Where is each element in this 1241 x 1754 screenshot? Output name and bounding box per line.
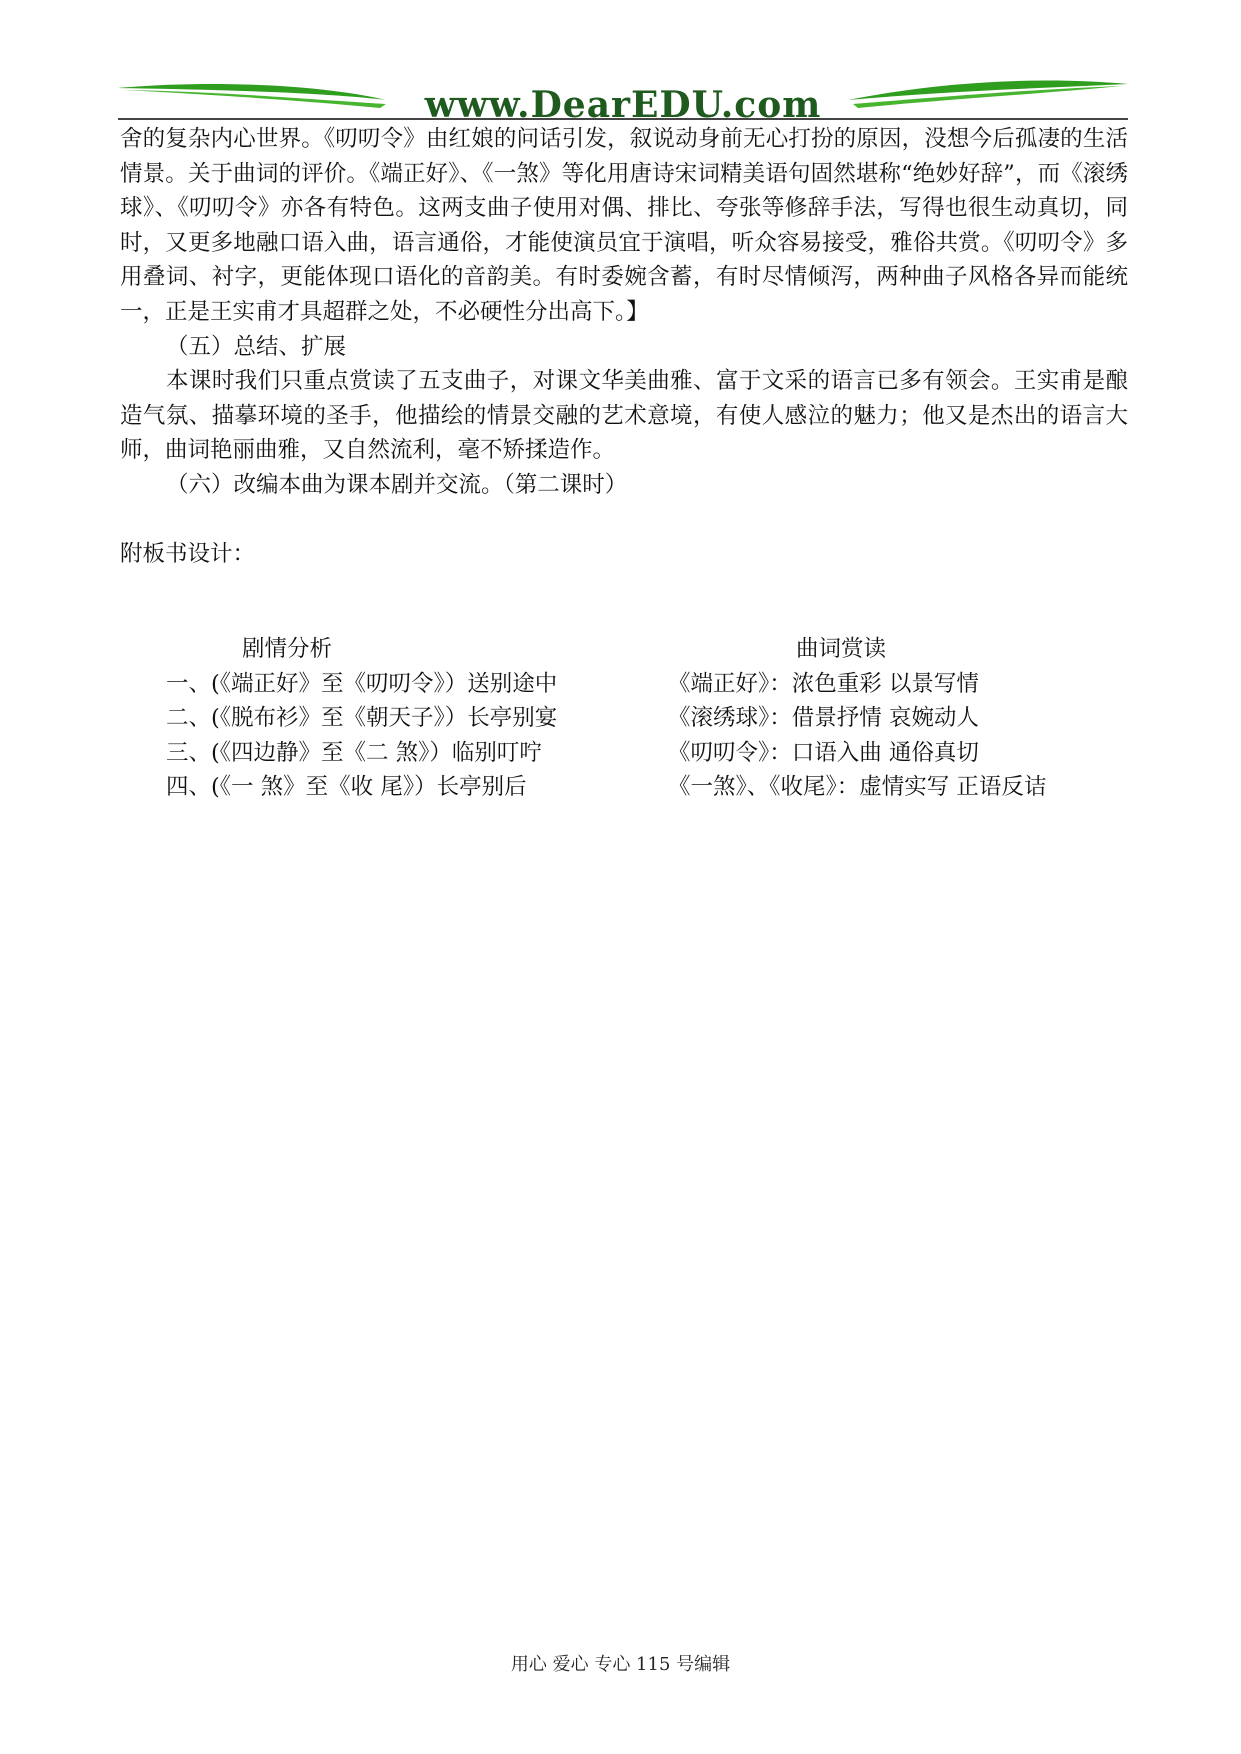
page-footer: 用心 爱心 专心 115 号编辑	[510, 1654, 731, 1675]
board-header-row	[120, 632, 1128, 667]
board-lyric-item: 《叨叨令》：口语入曲 通俗真切	[668, 739, 979, 766]
board-row	[120, 667, 1128, 702]
board-row	[120, 701, 1128, 736]
paragraph: 舍的复杂内心世界。《叨叨令》由红娘的问话引发，叙说动身前无心打扮的原因，没想今后孤凄的生活情景。关于曲词的评价。《端正好》、《一煞》等化用唐诗宋词精美语句固然堪称“绝妙好辞”，而《滚绣球》、《叨叨令》亦各有特色。这两支曲子使用对偶、排比、夸张等修辞手法，写得也很生动真切，同时，又更多地融口语入曲，语言通俗，才能使演员宜于演唱，听众容易接受，雅俗共赏。《叨叨令》多用叠词、衬字，更能体现口语化的音韵美。有时委婉含蓄，有时尽情倾泻，两种曲子风格各异而能统一，正是王实甫才具超群之处，不必硬性分出高下。】	[120, 126, 1128, 325]
document-body	[120, 122, 1128, 572]
board-plot-item: 一、(《端正好》至《叨叨令》）送别途中	[166, 670, 558, 697]
blank-line	[120, 503, 1128, 538]
site-header	[118, 78, 1128, 126]
header-rule	[118, 118, 1128, 120]
board-design-title: 附板书设计：	[120, 541, 256, 568]
section-heading: （六）改编本曲为课本剧并交流。（第二课时）	[166, 471, 628, 498]
section-heading: （五）总结、扩展	[166, 333, 347, 360]
board-left-header: 剧情分析	[242, 636, 333, 662]
site-logo-text: www.DearEDU.com	[424, 84, 822, 126]
board-row	[120, 736, 1128, 771]
blackboard-design	[120, 632, 1128, 805]
board-plot-item: 四、(《一 煞》至《收 尾》）长亭别后	[166, 774, 527, 801]
board-row	[120, 770, 1128, 805]
board-right-header: 曲词赏读	[796, 636, 887, 662]
board-plot-item: 三、(《四边静》至《二 煞》）临别叮咛	[166, 739, 542, 766]
board-plot-item: 二、(《脱布衫》至《朝天子》）长亭别宴	[166, 705, 558, 732]
paragraph: 本课时我们只重点赏读了五支曲子，对课文华美曲雅、富于文采的语言已多有领会。王实甫是酿造气氛、描摹环境的圣手，他描绘的情景交融的艺术意境，有使人感泣的魅力；他又是杰出的语言大师，曲词艳丽曲雅，又自然流利，毫不矫揉造作。	[120, 368, 1128, 464]
board-lyric-item: 《端正好》：浓色重彩 以景写情	[668, 670, 979, 697]
board-lyric-item: 《滚绣球》：借景抒情 哀婉动人	[668, 705, 979, 732]
board-lyric-item: 《一煞》、《收尾》：虚情实写 正语反诘	[668, 774, 1047, 801]
